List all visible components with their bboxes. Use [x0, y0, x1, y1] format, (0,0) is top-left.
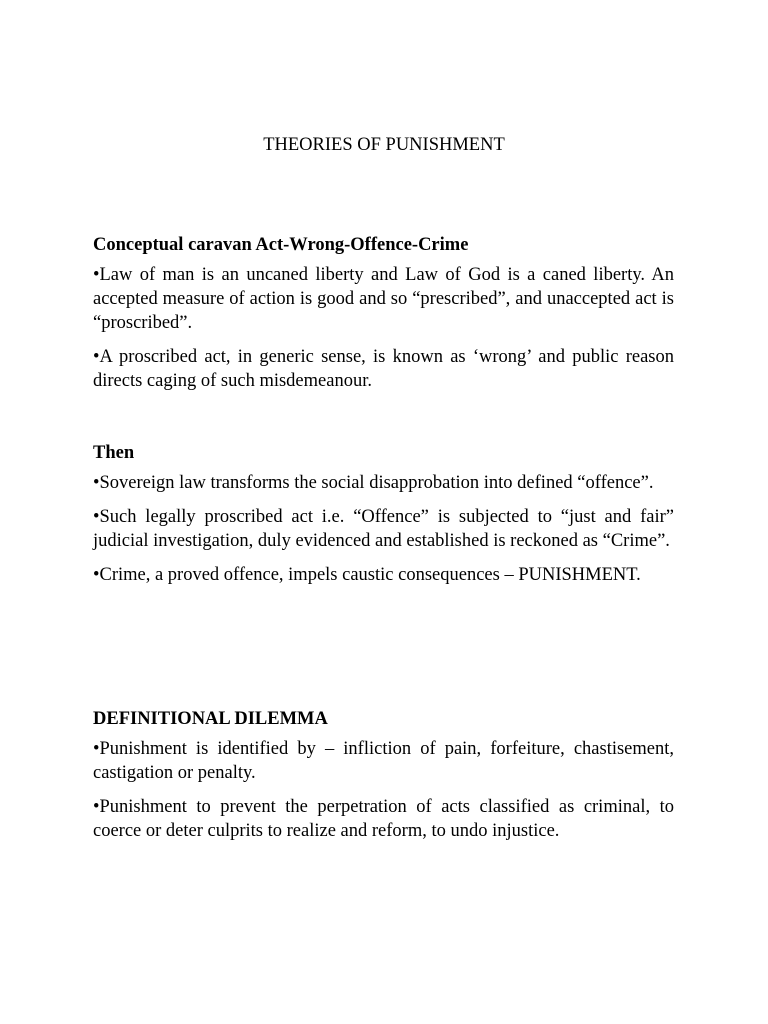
section-conceptual-caravan	[93, 233, 674, 403]
section-then	[93, 441, 674, 597]
section-heading: Conceptual caravan Act-Wrong-Offence-Crime	[93, 235, 469, 255]
paragraph: •Punishment to prevent the perpetration of acts classified as criminal, to coerce or deter culprits to realize and reform, to undo injustice.	[93, 797, 674, 841]
paragraph: •A proscribed act, in generic sense, is known as ‘wrong’ and public reason directs caging of such misdemeanour.	[93, 347, 674, 391]
paragraph: •Law of man is an uncaned liberty and Law of God is a caned liberty. An accepted measure of action is good and so “prescribed”, and unaccepted act is “proscribed”.	[93, 265, 674, 333]
paragraph: •Punishment is identified by – infliction of pain, forfeiture, chastisement, castigation or penalty.	[93, 739, 674, 783]
paragraph: •Such legally proscribed act i.e. “Offence” is subjected to “just and fair” judicial investigation, duly evidenced and established is reckoned as “Crime”.	[93, 507, 674, 551]
paragraph: •Sovereign law transforms the social disapprobation into defined “offence”.	[93, 473, 654, 493]
paragraph: •Crime, a proved offence, impels caustic consequences – PUNISHMENT.	[93, 565, 641, 585]
section-definitional-dilemma	[93, 707, 674, 853]
page-title: THEORIES OF PUNISHMENT	[263, 135, 505, 155]
section-heading: Then	[93, 443, 135, 463]
section-heading: DEFINITIONAL DILEMMA	[93, 709, 328, 729]
